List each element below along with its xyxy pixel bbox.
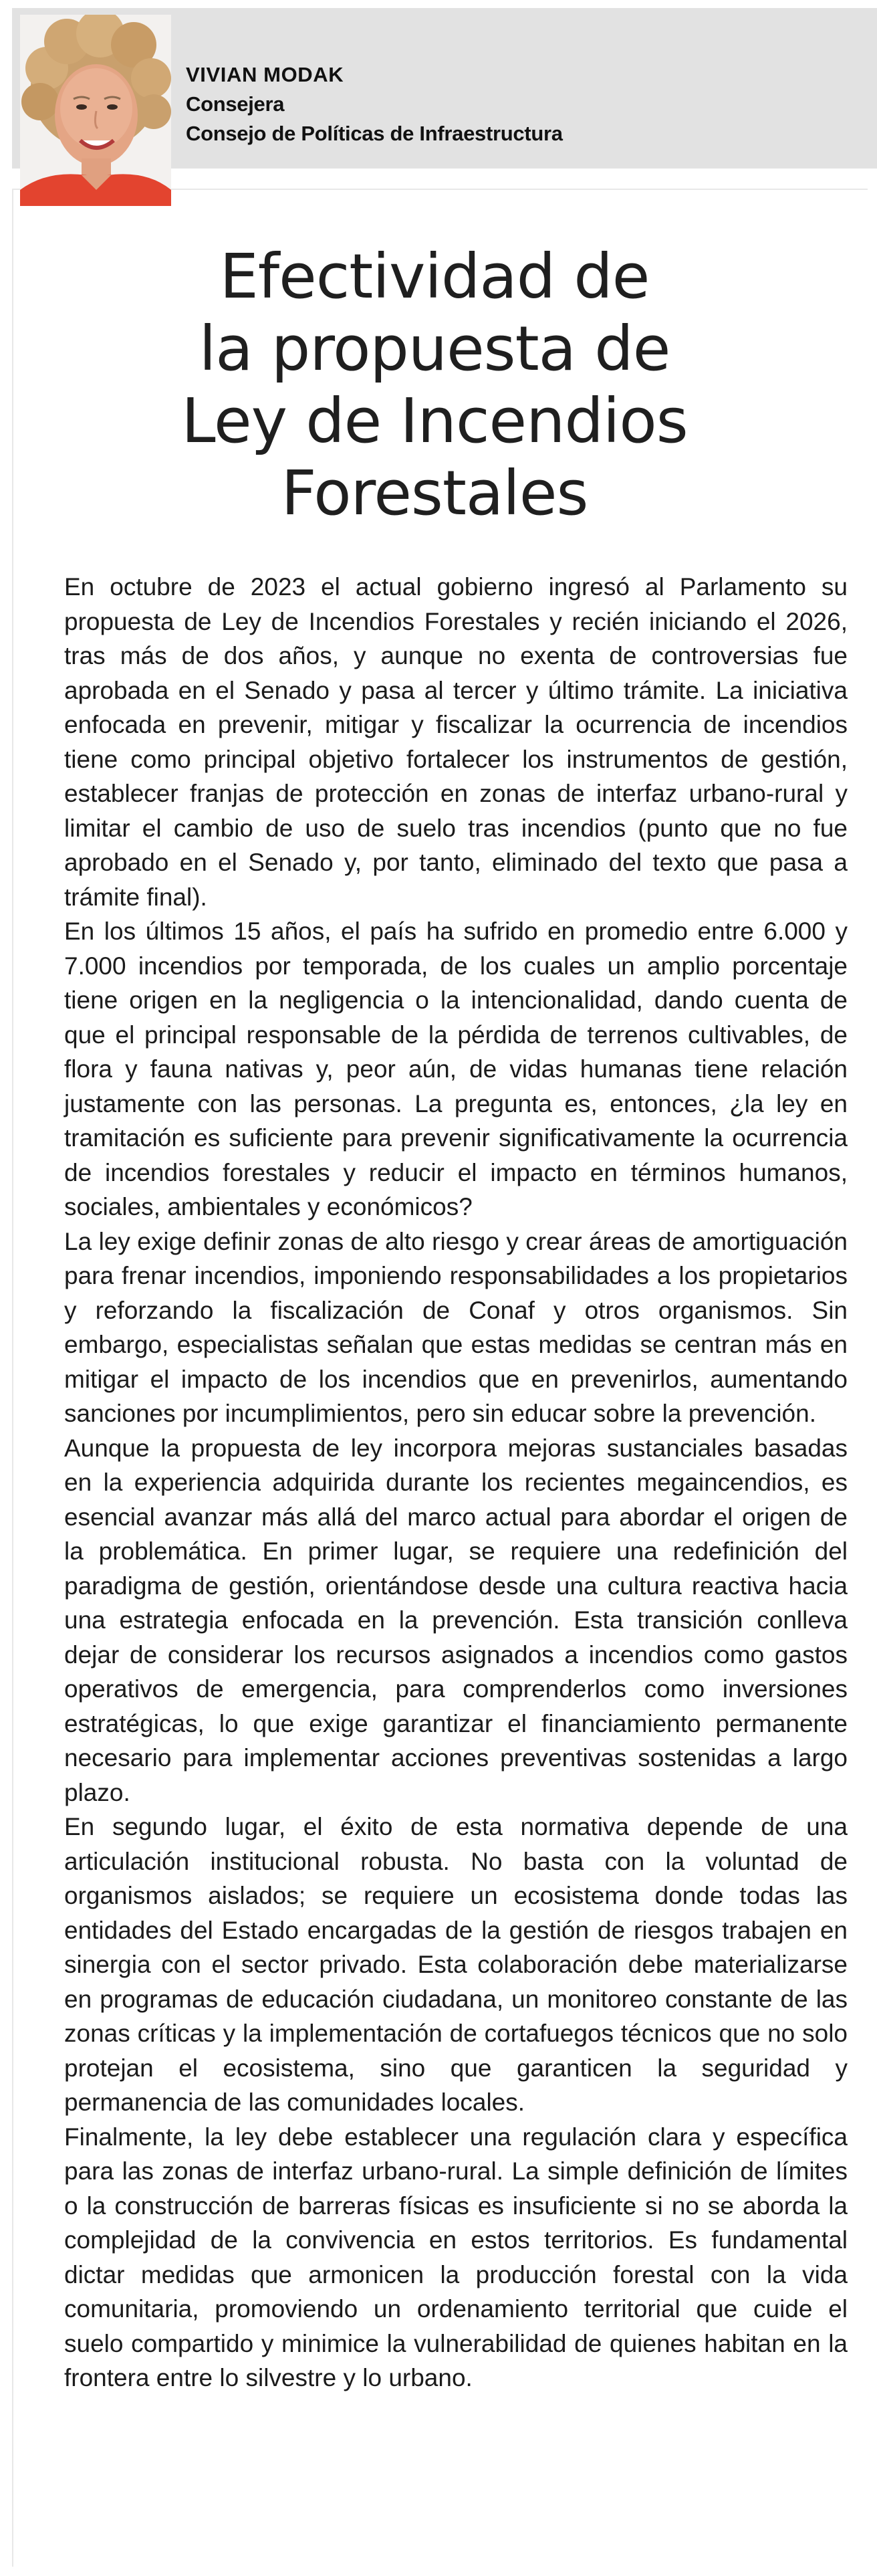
article-title-line: Efectividad de <box>219 241 650 312</box>
article-body <box>64 570 848 2395</box>
article-paragraph: Finalmente, la ley debe establecer una regulación clara y específica para las zonas de interfaz urbano-rural. La simple definición de límites o la construcción de barreras físicas es insuficiente si no se aborda la complejidad de la convivencia en estos territorios. Es fundamental dictar medidas que armonicen la producción forestal con la vida comunitaria, promoviendo un ordenamiento territorial que cuide el suelo compartido y minimice la vulnerabilidad de quienes habitan en la frontera entre lo silvestre y lo urbano. <box>64 2123 848 2391</box>
article-paragraph: Aunque la propuesta de ley incorpora mejoras sustanciales basadas en la experiencia adquirida durante los recientes megaincendios, es esencial avanzar más allá del marco actual para abordar el origen de la problemática. En primer lugar, se requiere una redefinición del paradigma de gestión, orientándose desde una cultura reactiva hacia una estrategia enfocada en la prevención. Esta transición conlleva dejar de considerar los recursos asignados a incendios como gastos operativos de emergencia, para comprenderlos como inversiones estratégicas, lo que exige garantizar el financiamiento permanente necesario para implementar acciones preventivas sostenidas a largo plazo. <box>64 1434 848 1806</box>
article-paragraph: En segundo lugar, el éxito de esta normativa depende de una articulación institucional robusta. No basta con la voluntad de organismos aislados; se requiere un ecosistema donde todas las entidades del Estado encargadas de la gestión de riesgos trabajen en sinergia con el sector privado. Esta colaboración debe materializarse en programas de educación ciudadana, un monitoreo constante de las zonas críticas y la implementación de cortafuegos técnicos que no solo protejan el ecosistema, sino que garanticen la seguridad y permanencia de las comunidades locales. <box>64 1813 848 2116</box>
article-title-line: Forestales <box>281 457 588 529</box>
author-role: Consejera <box>186 92 285 116</box>
author-name: VIVIAN MODAK <box>186 63 344 86</box>
article-title-line: la propuesta de <box>199 313 670 385</box>
article-title-line: Ley de Incendios <box>181 385 688 457</box>
article-paragraph: La ley exige definir zonas de alto riesgo y crear áreas de amortiguación para frenar incendios, imponiendo responsabilidades a los propietarios y reforzando la fiscalización de Conaf y otros organismos. Sin embargo, especialistas señalan que estas medidas se centran más en mitigar el impacto de los incendios que en prevenirlos, aumentando sanciones por incumplimientos, pero sin educar sobre la prevención. <box>64 1227 848 1427</box>
article-title <box>67 241 802 530</box>
article-paragraph: En los últimos 15 años, el país ha sufrido en promedio entre 6.000 y 7.000 incendios por temporada, de los cuales un amplio porcentaje tiene origen en la negligencia o la intencionalidad, dando cuenta de que el principal responsable de la pérdida de terrenos cultivables, de flora y fauna nativas y, peor aún, de vidas humanas tiene relación justamente con las personas. La pregunta es, entonces, ¿la ley en tramitación es suficiente para prevenir significativamente la ocurrencia de incendios forestales y reducir el impacto en términos humanos, sociales, ambientales y económicos? <box>64 918 848 1220</box>
author-organization: Consejo de Políticas de Infraestructura <box>186 122 563 145</box>
article-paragraph: En octubre de 2023 el actual gobierno ingresó al Parlamento su propuesta de Ley de Incendios Forestales y recién iniciando el 2026, tras más de dos años, y aunque no exenta de controversias fue aprobada en el Senado y pasa al tercer y último trámite. La iniciativa enfocada en prevenir, mitigar y fiscalizar la ocurrencia de incendios tiene como principal objetivo fortalecer los instrumentos de gestión, establecer franjas de protección en zonas de interfaz urbano-rural y limitar el cambio de uso de suelo tras incendios (punto que no fue aprobado en el Senado y, por tanto, eliminado del texto que pasa a trámite final). <box>64 573 848 911</box>
author-photo <box>20 15 171 206</box>
author-byline <box>186 60 563 148</box>
